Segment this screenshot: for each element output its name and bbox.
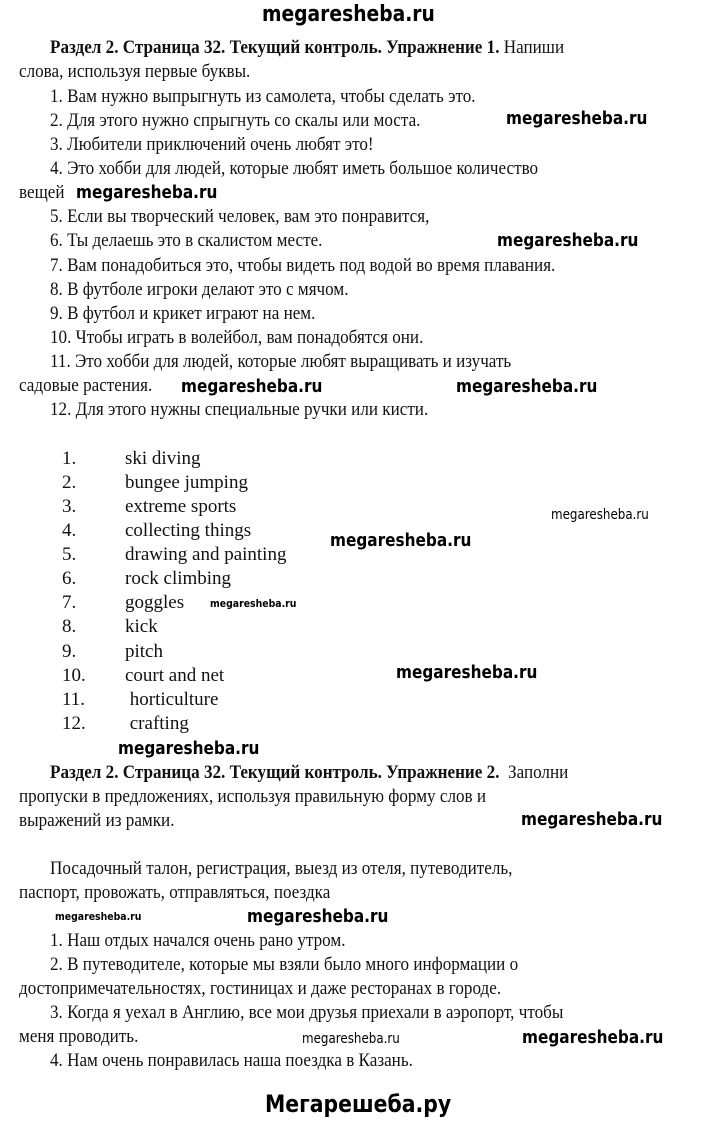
answer-text: pitch bbox=[125, 641, 163, 662]
word-box: паспорт, провожать, отправляться, поездка bbox=[19, 882, 331, 903]
answer-number: 3. bbox=[62, 496, 77, 517]
watermark[interactable]: megaresheba.ru bbox=[506, 108, 648, 129]
watermark[interactable]: megaresheba.ru bbox=[76, 182, 218, 203]
watermark[interactable]: megaresheba.ru bbox=[521, 809, 663, 830]
question: 11. Это хобби для людей, которые любят выращивать и изучать bbox=[50, 351, 512, 372]
sentence-cont: достопримечательностях, гостиницах и даже ресторанах в городе. bbox=[19, 978, 502, 999]
answer-text: extreme sports bbox=[125, 496, 237, 517]
exercise1-instruction-cont: слова, используя первые буквы. bbox=[19, 61, 251, 82]
answer-number: 5. bbox=[62, 544, 77, 565]
sentence: 4. Нам очень понравилась наша поездка в Казань. bbox=[50, 1050, 413, 1071]
answer-text: drawing and painting bbox=[125, 544, 287, 565]
exercise2-instruction: Заполни bbox=[508, 762, 569, 783]
answer-text: goggles bbox=[125, 592, 185, 613]
question-cont: вещей bbox=[19, 182, 65, 203]
question: 8. В футболе игроки делают это с мячом. bbox=[50, 279, 349, 300]
answer-number: 8. bbox=[62, 616, 77, 637]
watermark[interactable]: megaresheba.ru bbox=[302, 1031, 400, 1047]
sentence: 1. Наш отдых начался очень рано утром. bbox=[50, 930, 346, 951]
watermark[interactable]: megaresheba.ru bbox=[522, 1027, 664, 1048]
answer-text: rock climbing bbox=[125, 568, 232, 589]
sentence: 3. Когда я уехал в Англию, все мои друзья приехали в аэропорт, чтобы bbox=[50, 1002, 564, 1023]
question: 12. Для этого нужны специальные ручки или кисти. bbox=[50, 399, 429, 420]
watermark[interactable]: megaresheba.ru bbox=[497, 230, 639, 251]
question: 2. Для этого нужно спрыгнуть со скалы или моста. bbox=[50, 110, 421, 131]
exercise2-instruction-cont: выражений из рамки. bbox=[19, 810, 175, 831]
answer-text: collecting things bbox=[125, 520, 252, 541]
answer-number: 12. bbox=[62, 713, 86, 734]
answer-number: 9. bbox=[62, 641, 77, 662]
watermark[interactable]: megaresheba.ru bbox=[456, 376, 598, 397]
question-cont: садовые растения. bbox=[19, 375, 153, 396]
answer-number: 4. bbox=[62, 520, 77, 541]
watermark[interactable]: megaresheba.ru bbox=[396, 662, 538, 683]
watermark[interactable]: megaresheba.ru bbox=[118, 738, 260, 759]
question: 7. Вам понадобиться это, чтобы видеть под водой во время плавания. bbox=[50, 255, 556, 276]
sentence: 2. В путеводителе, которые мы взяли было много информации о bbox=[50, 954, 519, 975]
watermark[interactable]: megaresheba.ru bbox=[210, 597, 297, 610]
watermark[interactable]: megaresheba.ru bbox=[247, 906, 389, 927]
question: 9. В футбол и крикет играют на нем. bbox=[50, 303, 316, 324]
answer-number: 11. bbox=[62, 689, 86, 710]
question: 1. Вам нужно выпрыгнуть из самолета, чтобы сделать это. bbox=[50, 86, 476, 107]
word-box: Посадочный талон, регистрация, выезд из отеля, путеводитель, bbox=[50, 858, 513, 879]
exercise1-heading bbox=[50, 36, 564, 60]
answer-text: kick bbox=[125, 616, 158, 637]
question: 10. Чтобы играть в волейбол, вам понадобятся они. bbox=[50, 327, 424, 348]
exercise2-heading bbox=[50, 761, 568, 785]
answer-text: crafting bbox=[125, 713, 189, 734]
watermark[interactable]: megaresheba.ru bbox=[551, 507, 649, 523]
answer-text: ski diving bbox=[125, 448, 201, 469]
question: 6. Ты делаешь это в скалистом месте. bbox=[50, 230, 323, 251]
exercise1-title: Раздел 2. Страница 32. Текущий контроль. Упражнение 1. bbox=[50, 37, 500, 58]
watermark[interactable]: megaresheba.ru bbox=[55, 910, 142, 923]
sentence-cont: меня проводить. bbox=[19, 1026, 139, 1047]
answer-text: bungee jumping bbox=[125, 472, 248, 493]
exercise2-instruction-cont: пропуски в предложениях, используя правильную форму слов и bbox=[19, 786, 487, 807]
question: 4. Это хобби для людей, которые любят иметь большое количество bbox=[50, 158, 539, 179]
answer-number: 10. bbox=[62, 665, 86, 686]
answer-number: 1. bbox=[62, 448, 77, 469]
answer-text: horticulture bbox=[125, 689, 219, 710]
answer-number: 6. bbox=[62, 568, 77, 589]
answer-text: court and net bbox=[125, 665, 225, 686]
watermark[interactable]: megaresheba.ru bbox=[181, 376, 323, 397]
answer-number: 7. bbox=[62, 592, 77, 613]
answer-number: 2. bbox=[62, 472, 77, 493]
site-watermark-header[interactable]: megaresheba.ru bbox=[262, 2, 435, 27]
exercise2-title: Раздел 2. Страница 32. Текущий контроль. Упражнение 2. bbox=[50, 762, 500, 783]
exercise1-instruction: Напиши bbox=[503, 37, 565, 58]
question: 3. Любители приключений очень любят это! bbox=[50, 134, 374, 155]
watermark[interactable]: megaresheba.ru bbox=[330, 530, 472, 551]
question: 5. Если вы творческий человек, вам это понравится, bbox=[50, 206, 430, 227]
site-footer[interactable]: Мегарешеба.ру bbox=[265, 1090, 452, 1118]
